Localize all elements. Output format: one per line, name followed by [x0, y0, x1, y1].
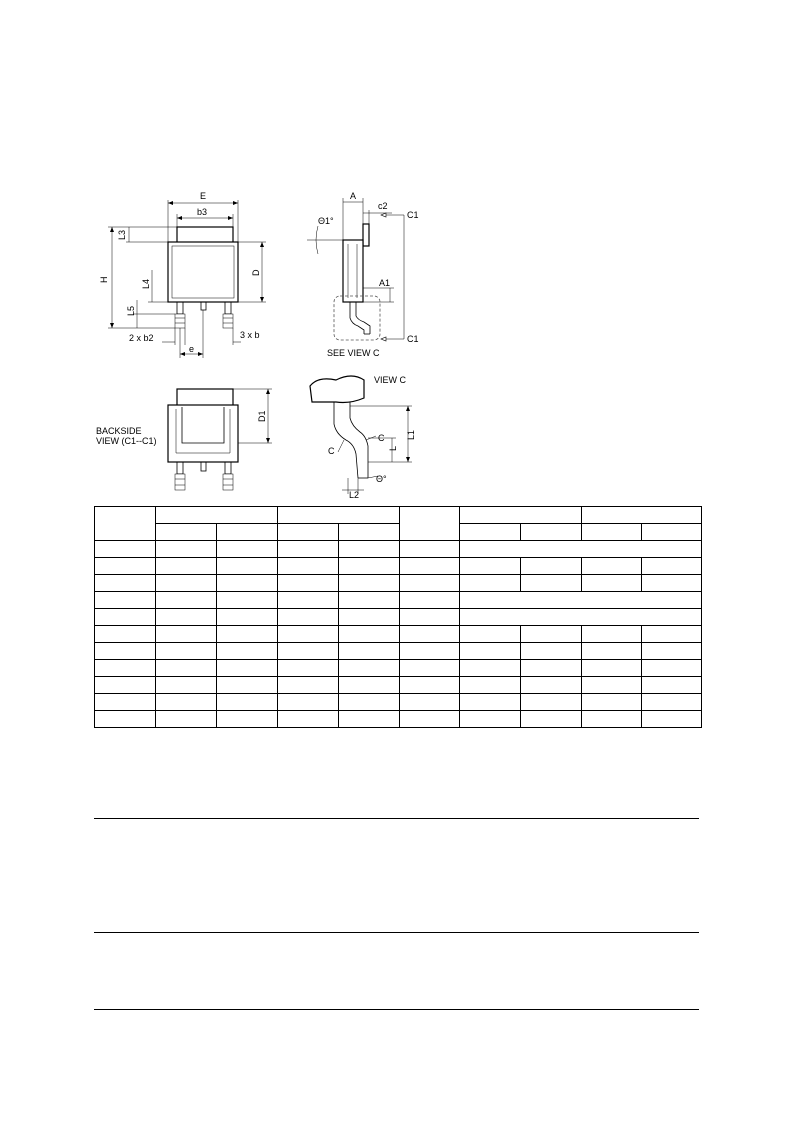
dim-L-label: L	[388, 445, 398, 451]
table-row	[95, 575, 702, 592]
view-c-body	[310, 376, 364, 403]
section-divider	[94, 818, 699, 819]
section-C1-bottom-label: C1	[407, 334, 419, 344]
right-lead	[225, 302, 231, 314]
top-view	[99, 191, 266, 358]
left-lead	[177, 302, 183, 314]
dim-A-label: A	[350, 191, 357, 201]
package-outline-drawing	[0, 0, 793, 500]
dim-L3-label: L3	[117, 229, 127, 240]
table-row	[95, 677, 702, 694]
dim-H-label: H	[99, 276, 109, 283]
table-row	[95, 609, 702, 626]
right-lead-foot	[223, 314, 233, 328]
side-tab	[363, 224, 369, 246]
table-row	[95, 541, 702, 558]
see-view-c-label: SEE VIEW C	[327, 348, 380, 358]
section-C1-top-label: C1	[407, 210, 419, 220]
dim-c2-label: c2	[378, 201, 388, 211]
dimension-table	[94, 506, 702, 728]
dim-e-label: e	[189, 344, 195, 354]
table-row	[95, 592, 702, 609]
left-lead-foot	[175, 314, 185, 328]
side-body	[343, 240, 363, 302]
table-header-row-2	[95, 524, 702, 541]
dim-L5-label: L5	[126, 305, 136, 316]
table-row	[95, 694, 702, 711]
table-row	[95, 558, 702, 575]
dim-L4-label: L4	[141, 278, 151, 289]
dim-D1-label: D1	[257, 410, 267, 422]
tab-outline	[177, 227, 233, 243]
dim-theta1-label: Θ1°	[318, 216, 334, 226]
dim-3xb-label: 3 x b	[240, 330, 260, 340]
backside-left-lead	[175, 474, 185, 490]
dim-D-label: D	[251, 269, 261, 276]
table-row	[95, 643, 702, 660]
backside-center-stub	[201, 462, 206, 471]
dim-2xb2-label: 2 x b2	[129, 333, 154, 343]
backside-label-line2: VIEW (C1--C1)	[96, 436, 157, 446]
backside-right-lead	[223, 474, 233, 490]
backside-tab	[177, 389, 233, 407]
table-row	[95, 660, 702, 677]
section-divider	[94, 1009, 699, 1010]
view-c-title: VIEW C	[374, 375, 407, 385]
backside-view	[96, 389, 272, 490]
dim-b3-label: b3	[197, 207, 208, 217]
dim-L1-label: L1	[406, 429, 416, 440]
dim-A1-label: A1	[379, 278, 391, 288]
table-header-row-1	[95, 507, 702, 524]
side-view	[307, 191, 419, 358]
section-divider	[94, 932, 699, 933]
view-c	[310, 375, 416, 500]
table-row	[95, 626, 702, 643]
view-c-C-right-label: C	[378, 433, 385, 443]
dim-E-label: E	[200, 191, 207, 201]
backside-label-line1: BACKSIDE	[96, 426, 142, 436]
center-lead-stub	[201, 302, 206, 310]
package-body	[168, 242, 238, 302]
view-c-C-left-label: C	[328, 446, 335, 456]
table-row	[95, 711, 702, 728]
dim-L2-label: L2	[349, 490, 360, 500]
backside-body	[168, 405, 238, 462]
dim-theta-label: Θ°	[376, 474, 387, 484]
view-c-lead	[334, 402, 358, 478]
